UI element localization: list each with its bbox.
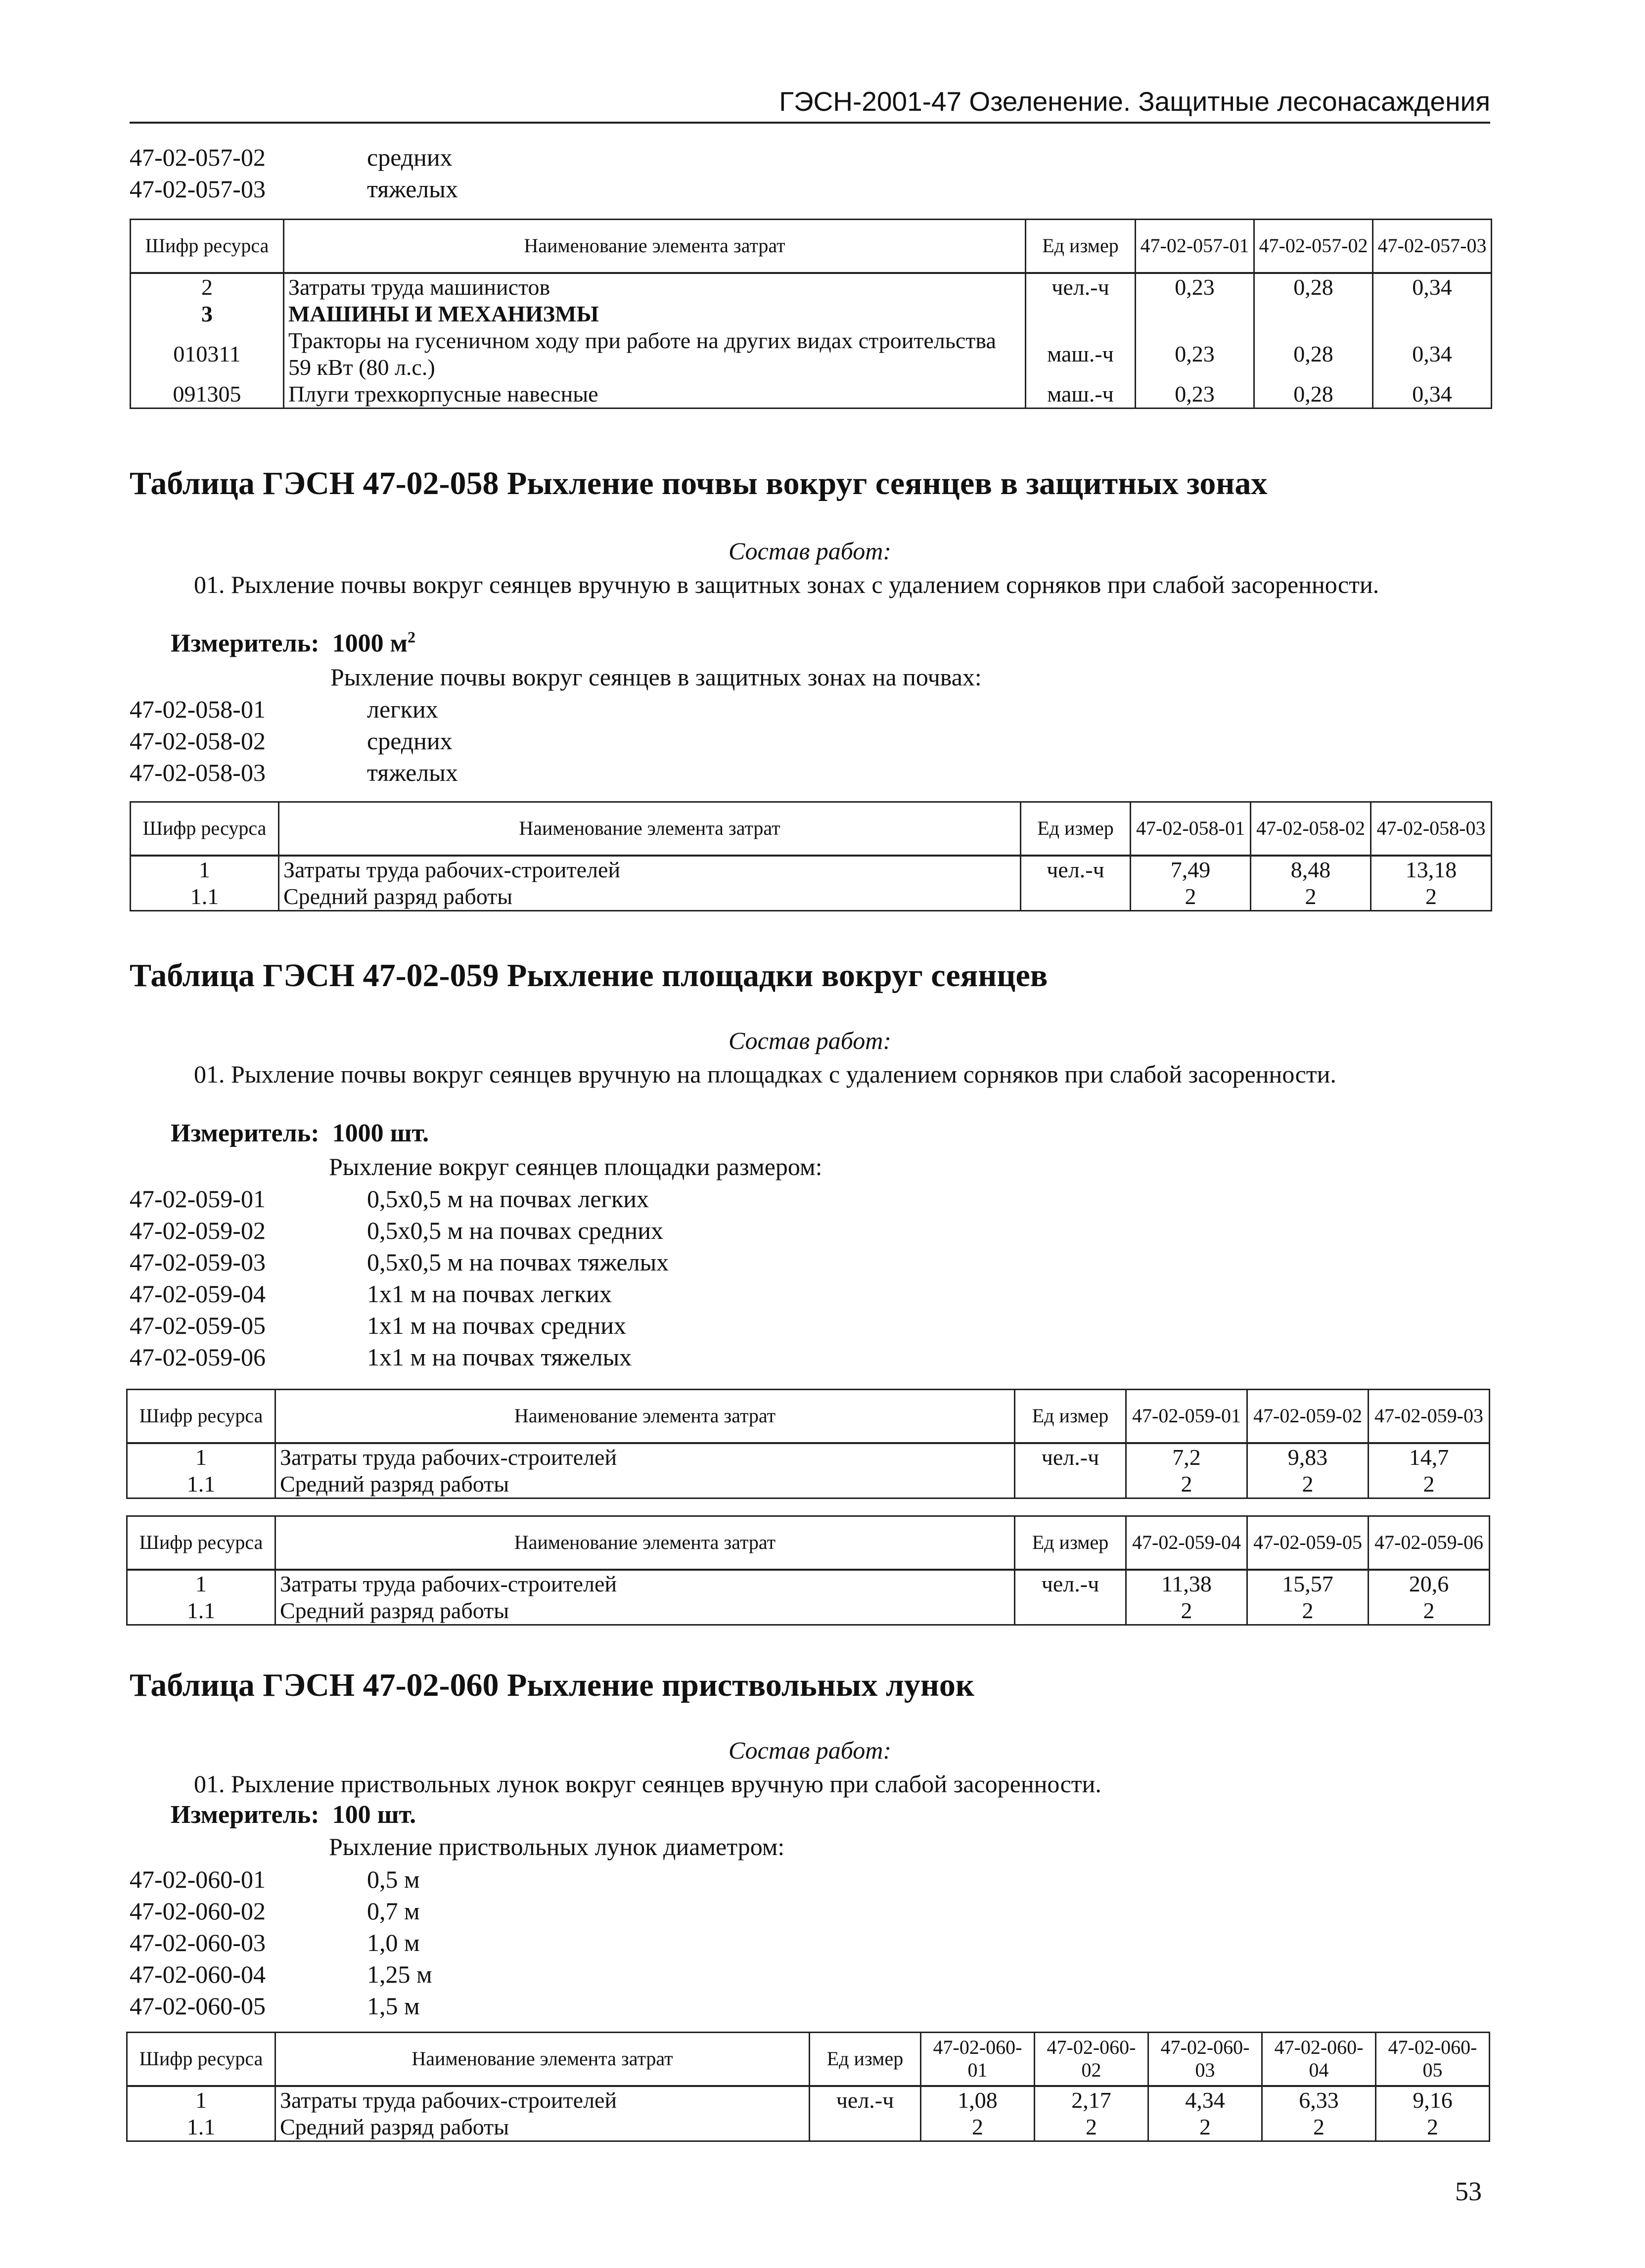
- code: 47-02-060-01: [130, 1865, 266, 1893]
- cell-unit: [1021, 883, 1131, 911]
- code-row: [130, 1990, 432, 2022]
- cell-name: Средний разряд работы: [275, 1471, 1015, 1498]
- cell-value: 9,83: [1247, 1443, 1369, 1471]
- cell-value: 0,23: [1136, 327, 1254, 381]
- cell-unit: маш.-ч: [1026, 327, 1136, 381]
- code: 47-02-060-04: [130, 1960, 266, 1988]
- cell-value: 4,34: [1148, 2086, 1262, 2114]
- cell-value: 2: [1131, 883, 1251, 911]
- cell-name: Затраты труда рабочих-строителей: [279, 856, 1021, 883]
- header-unit: Ед измер: [1015, 1516, 1126, 1570]
- code-name: 0,5x0,5 м на почвах легких: [367, 1185, 649, 1213]
- cell-value: 2: [1262, 2114, 1376, 2141]
- code-name: 0,5 м: [367, 1865, 420, 1893]
- header-col: 47-02-060-02: [1035, 2033, 1148, 2086]
- cell-unit: [1026, 301, 1136, 327]
- intro-text: Рыхление приствольных лунок диаметром:: [329, 1833, 785, 1860]
- cell-name: Средний разряд работы: [275, 2114, 810, 2141]
- code-row: [130, 1183, 669, 1215]
- cell-cipher: 010311: [131, 327, 284, 381]
- cell-value: 20,6: [1369, 1570, 1490, 1597]
- cell-cipher: 3: [131, 301, 284, 327]
- cell-cipher: 1.1: [127, 1471, 275, 1498]
- code: 47-02-059-06: [130, 1343, 266, 1371]
- code-list-059: [130, 1183, 669, 1373]
- cell-value: 2: [1251, 883, 1371, 911]
- cell-unit: чел.-ч: [1015, 1570, 1126, 1597]
- intro-text: Рыхление почвы вокруг сеянцев в защитных зонах на почвах:: [330, 663, 982, 691]
- intro-text: Рыхление вокруг сеянцев площадки размером:: [329, 1153, 822, 1180]
- table-row: [131, 273, 1492, 301]
- norm-table-059b: [126, 1515, 1490, 1626]
- code: 47-02-060-05: [130, 1992, 266, 2020]
- code-row: [130, 1246, 669, 1278]
- code: 47-02-059-01: [130, 1185, 266, 1213]
- cell-value: 0,28: [1254, 381, 1373, 408]
- header-col: 47-02-059-04: [1126, 1516, 1247, 1570]
- cell-name: Средний разряд работы: [279, 883, 1021, 911]
- cell-cipher: 1: [127, 1443, 275, 1471]
- header-unit: Ед измер: [1026, 220, 1136, 273]
- code-name: 0,7 м: [367, 1897, 420, 1925]
- cell-value: 0,34: [1373, 327, 1492, 381]
- header-col: 47-02-060-03: [1148, 2033, 1262, 2086]
- cell-value: [1136, 301, 1254, 327]
- header-name: Наименование элемента затрат: [279, 802, 1021, 856]
- cell-cipher: 1.1: [127, 2114, 275, 2141]
- header-col: 47-02-057-02: [1254, 220, 1373, 273]
- cell-value: 0,28: [1254, 327, 1373, 381]
- cell-value: 2: [1371, 883, 1492, 911]
- cell-unit: чел.-ч: [1026, 273, 1136, 301]
- code-name: 0,5x0,5 м на почвах средних: [367, 1217, 664, 1244]
- code-name: 1x1 м на почвах средних: [367, 1312, 627, 1339]
- measure-value: 1000 м: [332, 629, 408, 658]
- header-col: 47-02-060-01: [921, 2033, 1035, 2086]
- code: 47-02-058-03: [130, 759, 266, 786]
- cell-unit: чел.-ч: [1015, 1443, 1126, 1471]
- table-row: [127, 1471, 1490, 1498]
- header-cipher: Шифр ресурса: [131, 802, 279, 856]
- header-col: 47-02-059-02: [1247, 1390, 1369, 1443]
- code-name: 0,5x0,5 м на почвах тяжелых: [367, 1248, 669, 1276]
- header-name: Наименование элемента затрат: [275, 1516, 1015, 1570]
- norm-table-057: [130, 219, 1492, 409]
- cell-value: 2: [1035, 2114, 1148, 2141]
- cell-unit: [810, 2114, 921, 2141]
- work-description: 01. Рыхление приствольных лунок вокруг сеянцев вручную при слабой засоренности.: [194, 1770, 1101, 1798]
- works-label: Состав работ:: [728, 1027, 892, 1054]
- cell-value: [1373, 301, 1492, 327]
- header-col: 47-02-060-05: [1376, 2033, 1490, 2086]
- table-row: [131, 301, 1492, 327]
- measure-label: Измеритель:: [171, 1119, 320, 1147]
- header-col: 47-02-058-03: [1371, 802, 1492, 856]
- code: 47-02-059-05: [130, 1312, 266, 1339]
- code: 47-02-059-04: [130, 1280, 266, 1308]
- header-unit: Ед измер: [1021, 802, 1131, 856]
- code-name: тяжелых: [367, 759, 458, 786]
- norm-table-059a: [126, 1389, 1490, 1499]
- table-row: [131, 856, 1492, 883]
- header-unit: Ед измер: [810, 2033, 921, 2086]
- code-name: 1,25 м: [367, 1960, 432, 1988]
- norm-table-060: [126, 2032, 1490, 2142]
- header-cipher: Шифр ресурса: [127, 2033, 275, 2086]
- header-cipher: Шифр ресурса: [131, 220, 284, 273]
- cell-value: 8,48: [1251, 856, 1371, 883]
- code: 47-02-057-02: [130, 143, 266, 171]
- cell-cipher: 1: [131, 856, 279, 883]
- code-row: [130, 1341, 669, 1373]
- measure-value: 1000 шт.: [332, 1119, 429, 1147]
- cell-unit: чел.-ч: [1021, 856, 1131, 883]
- code-list-057: [130, 141, 458, 205]
- code-name: 1x1 м на почвах тяжелых: [367, 1343, 632, 1371]
- header-col: 47-02-059-06: [1369, 1516, 1490, 1570]
- cell-value: 0,34: [1373, 273, 1492, 301]
- header-col: 47-02-059-01: [1126, 1390, 1247, 1443]
- running-header: ГЭСН-2001-47 Озеленение. Защитные лесонасаждения: [130, 83, 1490, 124]
- header-col: 47-02-057-01: [1136, 220, 1254, 273]
- cell-value: 2,17: [1035, 2086, 1148, 2114]
- header-col: 47-02-059-05: [1247, 1516, 1369, 1570]
- measure-value: 100 шт.: [332, 1801, 416, 1829]
- cell-value: 9,16: [1376, 2086, 1490, 2114]
- cell-value: 2: [1148, 2114, 1262, 2141]
- code-row: [130, 757, 458, 788]
- cell-value: [1254, 301, 1373, 327]
- code-list-060: [130, 1863, 432, 2022]
- code-row: [130, 1895, 432, 1927]
- code-name: легких: [367, 695, 438, 723]
- code-list-058: [130, 693, 458, 788]
- code-name: 1,5 м: [367, 1992, 420, 2020]
- header-col: 47-02-059-03: [1369, 1390, 1490, 1443]
- header-name: Наименование элемента затрат: [275, 1390, 1015, 1443]
- measure: [171, 628, 415, 658]
- code: 47-02-059-02: [130, 1217, 266, 1244]
- cell-value: 0,23: [1136, 273, 1254, 301]
- header-cipher: Шифр ресурса: [127, 1516, 275, 1570]
- cell-cipher: 1.1: [127, 1597, 275, 1625]
- cell-value: 7,2: [1126, 1443, 1247, 1471]
- cell-name: Затраты труда рабочих-строителей: [275, 1570, 1015, 1597]
- table-row: [127, 2114, 1490, 2141]
- cell-value: 7,49: [1131, 856, 1251, 883]
- cell-name: МАШИНЫ И МЕХАНИЗМЫ: [284, 301, 1026, 327]
- table-row: [127, 2086, 1490, 2114]
- code-name: средних: [367, 727, 453, 755]
- section-title-058: Таблица ГЭСН 47-02-058 Рыхление почвы вокруг сеянцев в защитных зонах: [130, 465, 1268, 501]
- cell-name: Затраты труда рабочих-строителей: [275, 1443, 1015, 1471]
- cell-unit: маш.-ч: [1026, 381, 1136, 408]
- cell-value: 2: [1126, 1471, 1247, 1498]
- cell-name: Затраты труда машинистов: [284, 273, 1026, 301]
- cell-cipher: 1: [127, 1570, 275, 1597]
- work-description: 01. Рыхление почвы вокруг сеянцев вручную на площадках с удалением сорняков при слабой засоренности.: [194, 1060, 1336, 1088]
- cell-value: 2: [1369, 1597, 1490, 1625]
- works-label: Состав работ:: [728, 1736, 892, 1764]
- code-row: [130, 173, 458, 205]
- code-row: [130, 1958, 432, 1990]
- cell-name: Тракторы на гусеничном ходу при работе на других видах строительства 59 кВт (80 л.с.): [284, 327, 1026, 381]
- header-cipher: Шифр ресурса: [127, 1390, 275, 1443]
- section-title-059: Таблица ГЭСН 47-02-059 Рыхление площадки вокруг сеянцев: [130, 957, 1048, 994]
- code-row: [130, 1863, 432, 1895]
- header-name: Наименование элемента затрат: [275, 2033, 810, 2086]
- measure-sup: 2: [408, 628, 416, 646]
- table-row: [131, 381, 1492, 408]
- cell-value: 6,33: [1262, 2086, 1376, 2114]
- cell-value: 0,28: [1254, 273, 1373, 301]
- code-row: [130, 1215, 669, 1246]
- code-name: тяжелых: [367, 175, 458, 203]
- table-row: [131, 327, 1492, 381]
- table-row: [127, 1570, 1490, 1597]
- code: 47-02-060-02: [130, 1897, 266, 1925]
- cell-cipher: 091305: [131, 381, 284, 408]
- cell-unit: [1015, 1597, 1126, 1625]
- measure: [171, 1800, 416, 1829]
- code: 47-02-060-03: [130, 1929, 266, 1956]
- code: 47-02-058-01: [130, 695, 266, 723]
- cell-cipher: 2: [131, 273, 284, 301]
- cell-value: 13,18: [1371, 856, 1492, 883]
- measure-label: Измеритель:: [171, 1801, 320, 1829]
- cell-value: 2: [1126, 1597, 1247, 1625]
- table-row: [131, 883, 1492, 911]
- code-row: [130, 1927, 432, 1958]
- cell-unit: чел.-ч: [810, 2086, 921, 2114]
- cell-cipher: 1.1: [131, 883, 279, 911]
- measure-label: Измеритель:: [171, 629, 320, 658]
- table-row: [127, 1443, 1490, 1471]
- code-row: [130, 693, 458, 725]
- cell-value: 2: [1369, 1471, 1490, 1498]
- code-row: [130, 725, 458, 757]
- cell-name: Средний разряд работы: [275, 1597, 1015, 1625]
- cell-value: 1,08: [921, 2086, 1035, 2114]
- cell-value: 15,57: [1247, 1570, 1369, 1597]
- code: 47-02-058-02: [130, 727, 266, 755]
- header-name: Наименование элемента затрат: [284, 220, 1026, 273]
- code-row: [130, 141, 458, 173]
- cell-value: 0,23: [1136, 381, 1254, 408]
- header-col: 47-02-057-03: [1373, 220, 1492, 273]
- code: 47-02-059-03: [130, 1248, 266, 1276]
- code-row: [130, 1310, 669, 1341]
- section-title-060: Таблица ГЭСН 47-02-060 Рыхление приствольных лунок: [130, 1667, 974, 1703]
- cell-value: 2: [1247, 1597, 1369, 1625]
- page-number: 53: [1455, 2177, 1482, 2206]
- cell-unit: [1015, 1471, 1126, 1498]
- code-name: средних: [367, 143, 453, 171]
- cell-value: 2: [921, 2114, 1035, 2141]
- cell-value: 0,34: [1373, 381, 1492, 408]
- table-row: [127, 1597, 1490, 1625]
- cell-cipher: 1: [127, 2086, 275, 2114]
- work-description: 01. Рыхление почвы вокруг сеянцев вручную в защитных зонах с удалением сорняков при слабой засоренности.: [194, 571, 1379, 598]
- cell-name: Плуги трехкорпусные навесные: [284, 381, 1026, 408]
- works-label: Состав работ:: [728, 537, 892, 565]
- cell-value: 2: [1376, 2114, 1490, 2141]
- code: 47-02-057-03: [130, 175, 266, 203]
- cell-value: 14,7: [1369, 1443, 1490, 1471]
- cell-name: Затраты труда рабочих-строителей: [275, 2086, 810, 2114]
- header-unit: Ед измер: [1015, 1390, 1126, 1443]
- code-name: 1,0 м: [367, 1929, 420, 1956]
- header-col: 47-02-060-04: [1262, 2033, 1376, 2086]
- header-col: 47-02-058-01: [1131, 802, 1251, 856]
- code-row: [130, 1278, 669, 1310]
- header-col: 47-02-058-02: [1251, 802, 1371, 856]
- cell-value: 11,38: [1126, 1570, 1247, 1597]
- cell-value: 2: [1247, 1471, 1369, 1498]
- norm-table-058: [130, 801, 1492, 911]
- measure: [171, 1119, 429, 1148]
- code-name: 1x1 м на почвах легких: [367, 1280, 612, 1308]
